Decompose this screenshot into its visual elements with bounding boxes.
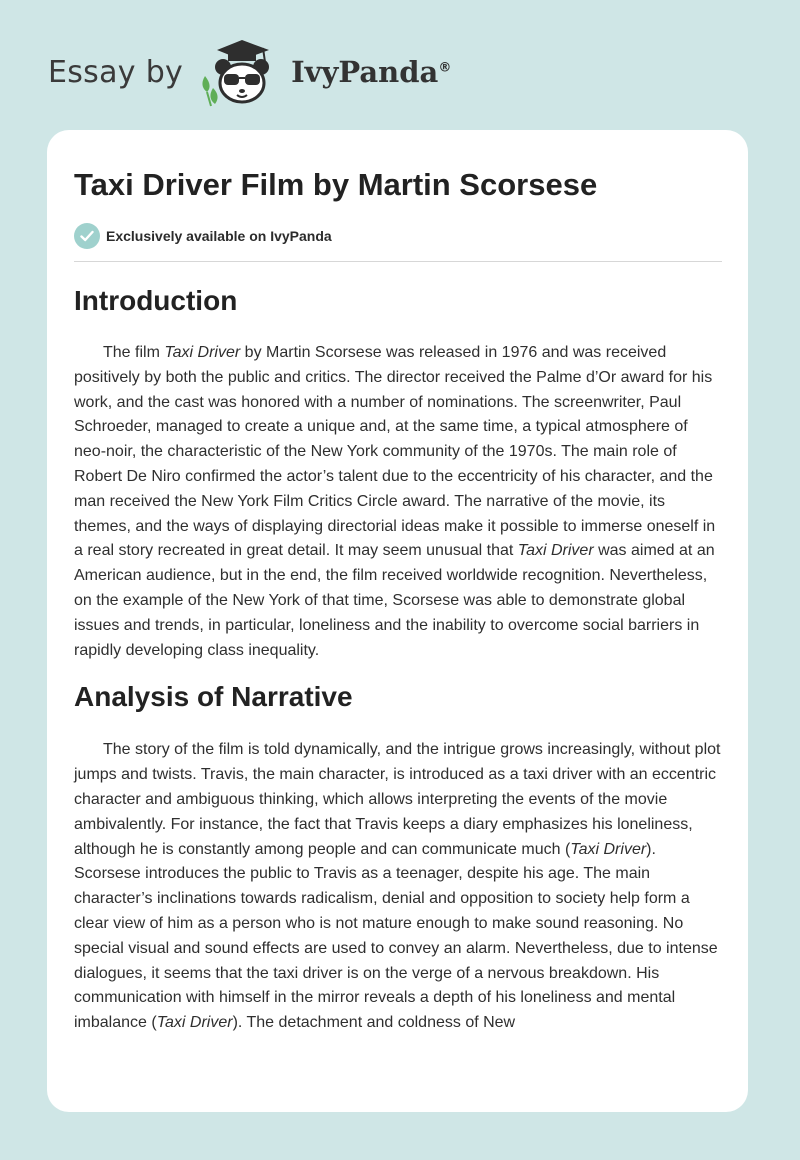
paragraph-introduction: The film Taxi Driver by Martin Scorsese was released in 1976 and was received positively by both the public and critics. The director received the Palme d’Or award for his work, and the cast was honored with a number of nominations. The screenwriter, Paul Schroeder, managed to create a unique and, at the same time, a typical atmosphere of neo-noir, the characteristic of the New York community of the 1970s. The main role of Robert De Niro confirmed the actor’s talent due to the eccentricity of his character, and the man received the New York Film Critics Circle award. The narrative of the movie, its themes, and the ways of displaying directorial ideas make it possible to immerse oneself in a real story recreated in great detail. It may seem unusual that Taxi Driver was aimed at an American audience, but in the end, the film received worldwide recognition. Nevertheless, on the example of the New York of that time, Scorsese was able to demonstrate global issues and trends, in particular, loneliness and the inability to overcome social barriers in rapidly developing class inequality. (74, 344, 716, 659)
section-heading-introduction: Introduction (74, 285, 238, 316)
brand-logo[interactable] (48, 36, 451, 108)
article-card (47, 130, 748, 1112)
brand-name: IvyPanda® (291, 55, 452, 89)
ivy-leaf-icon (203, 76, 218, 106)
film-title-italic: Taxi Driver (570, 840, 647, 858)
availability-label: Exclusively available on IvyPanda (106, 228, 332, 244)
paragraph-analysis-of-narrative: The story of the film is told dynamically, and the intrigue grows increasingly, without plot jumps and twists. Travis, the main character, is introduced as a taxi driver with an eccentric character and ambiguous thinking, which allows interpreting the events of the movie ambivalently. For instance, the fact that Travis keeps a diary emphasizes his loneliness, although he is constantly among people and can communicate much (Taxi Driver). Scorsese introduces the public to Travis as a teenager, despite his age. The main character’s inclinations towards radicalism, denial and opposition to society help form a clear view of him as a person who is not mature enough to make sound reasoning. No special visual and sound effects are used to convey an alarm. Nevertheless, due to intense dialogues, it seems that the taxi driver is on the verge of a nervous breakdown. His communication with himself in the mirror reveals a depth of his loneliness and mental imbalance (Taxi Driver). The detachment and coldness of New (74, 741, 721, 1032)
section-heading-analysis-of-narrative: Analysis of Narrative (74, 681, 353, 713)
film-title-italic: Taxi Driver (156, 1014, 233, 1032)
divider (74, 261, 722, 262)
panda-graduate-icon (197, 36, 283, 108)
checkmark-icon (74, 223, 100, 249)
film-title-italic: Taxi Driver (517, 542, 594, 560)
page-title: Taxi Driver Film by Martin Scorsese (74, 167, 598, 202)
film-title-italic: Taxi Driver (164, 344, 241, 361)
availability-badge (74, 223, 722, 249)
brand-prefix: Essay by (48, 54, 184, 90)
